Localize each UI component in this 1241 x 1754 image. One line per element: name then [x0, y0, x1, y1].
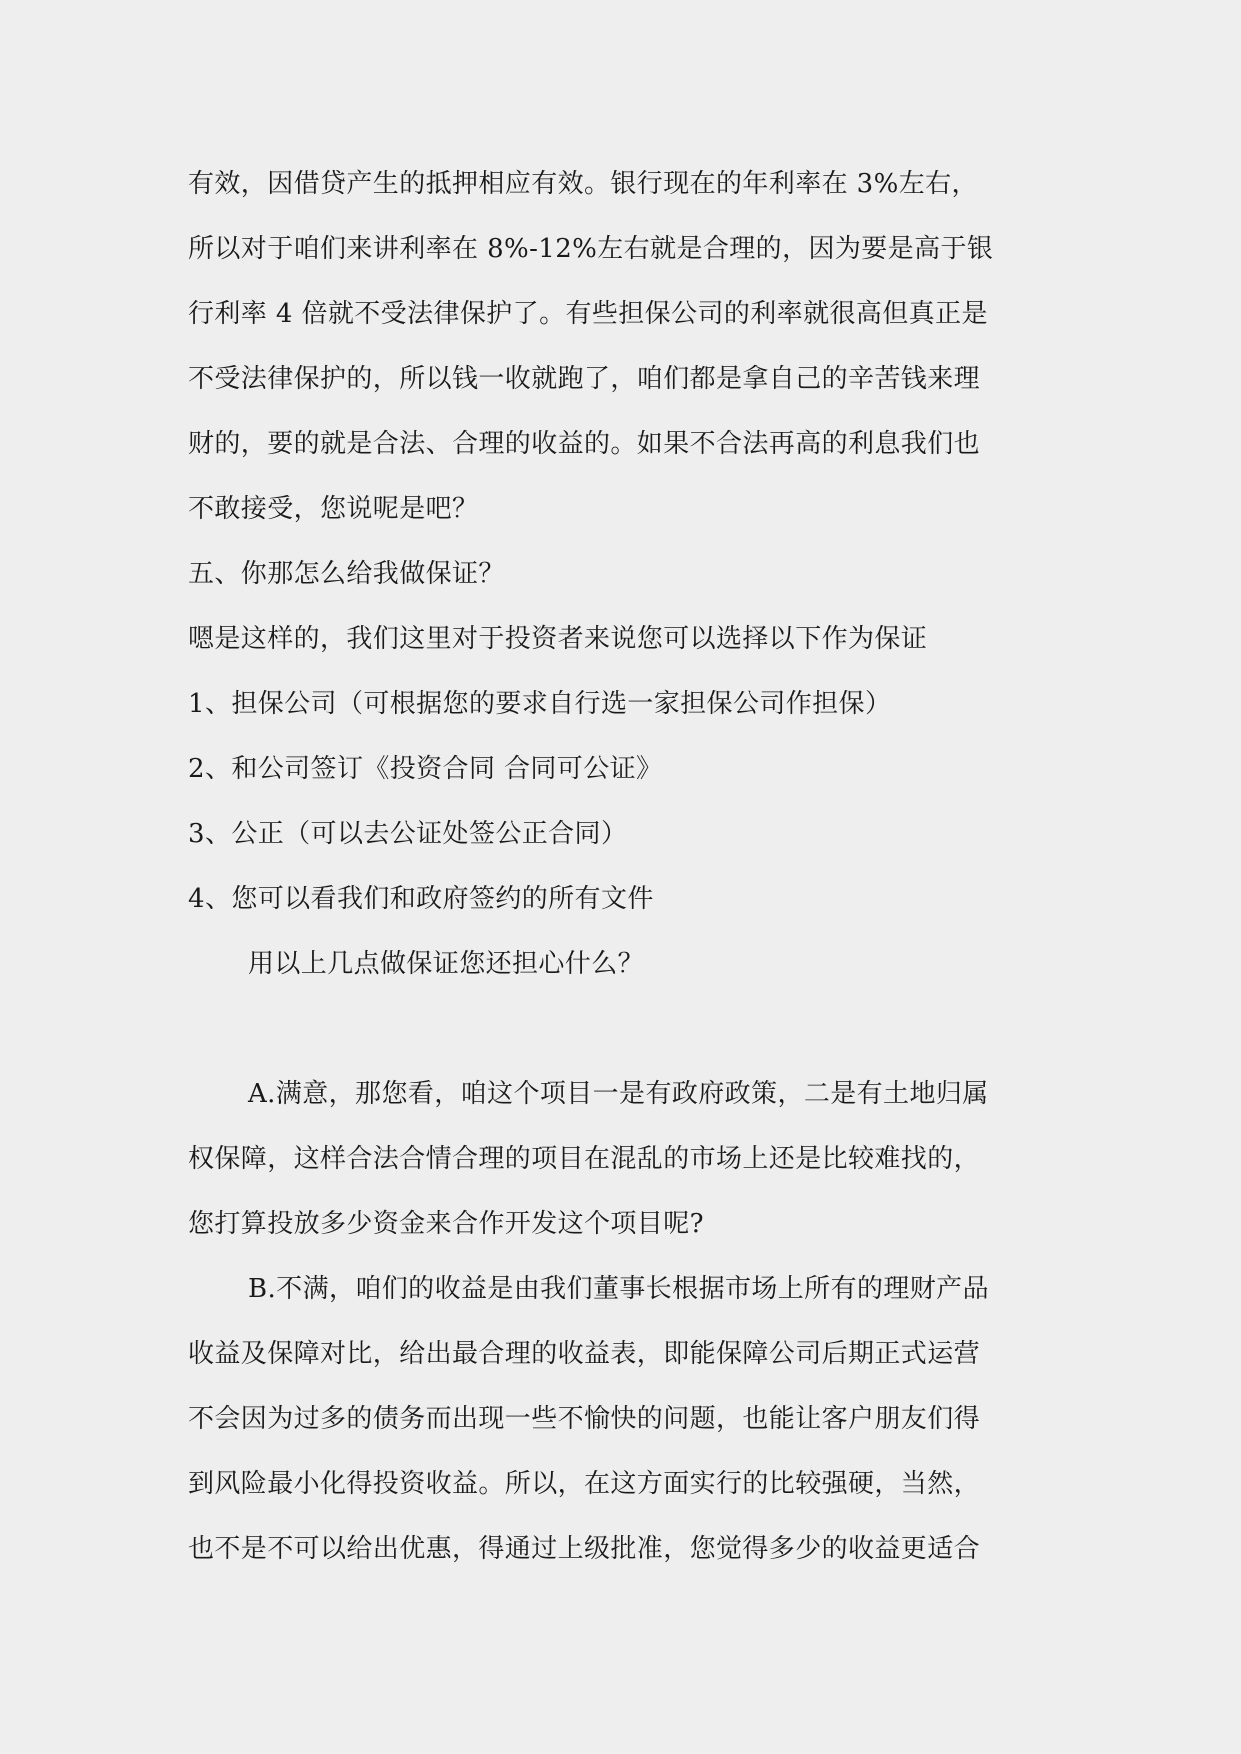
section-guarantee: [188, 542, 1068, 997]
text-line: 到风险最小化得投资收益。所以，在这方面实行的比较强硬，当然，: [188, 1469, 981, 1499]
section-heading: 五、你那怎么给我做保证？: [188, 559, 505, 589]
text-line: 不敢接受，您说呢是吧？: [188, 494, 479, 524]
text-line: 不受法律保护的，所以钱一收就跑了，咱们都是拿自己的辛苦钱来理: [188, 364, 981, 394]
paragraph-interest-rate: [188, 152, 1068, 542]
text-line: 所以对于咱们来讲利率在 8%-12%左右就是合理的，因为要是高于银: [188, 234, 994, 264]
section-intro: 嗯是这样的，我们这里对于投资者来说您可以选择以下作为保证: [188, 624, 928, 654]
text-line: 财的，要的就是合法、合理的收益的。如果不合法再高的利息我们也: [188, 429, 981, 459]
paragraph-answer-b: [188, 1257, 1068, 1582]
document-body: [188, 152, 1068, 1582]
text-line: 行利率 4 倍就不受法律保护了。有些担保公司的利率就很高但真正是: [188, 299, 988, 329]
list-item: 3、公正（可以去公证处签公正合同）: [188, 819, 628, 849]
list-item: 1、担保公司（可根据您的要求自行选一家担保公司作担保）: [188, 689, 892, 719]
text-line: 不会因为过多的债务而出现一些不愉快的问题，也能让客户朋友们得: [188, 1404, 981, 1434]
blank-space: [188, 997, 1068, 1062]
text-line: 收益及保障对比，给出最合理的收益表，即能保障公司后期正式运营: [188, 1339, 981, 1369]
text-line: 也不是不可以给出优惠，得通过上级批准，您觉得多少的收益更适合: [188, 1534, 981, 1564]
text-line: B.不满，咱们的收益是由我们董事长根据市场上所有的理财产品: [248, 1274, 989, 1304]
list-item: 4、您可以看我们和政府签约的所有文件: [188, 884, 654, 914]
list-item: 2、和公司签订《投资合同 合同可公证》: [188, 754, 663, 784]
paragraph-answer-a: [188, 1062, 1068, 1257]
text-line: 有效，因借贷产生的抵押相应有效。银行现在的年利率在 3%左右，: [188, 169, 978, 199]
section-closing: 用以上几点做保证您还担心什么？: [248, 949, 645, 979]
text-line: 权保障，这样合法合情合理的项目在混乱的市场上还是比较难找的，: [188, 1144, 981, 1174]
text-line: A.满意，那您看，咱这个项目一是有政府政策，二是有土地归属: [248, 1079, 989, 1109]
text-line: 您打算投放多少资金来合作开发这个项目呢?: [188, 1209, 704, 1239]
